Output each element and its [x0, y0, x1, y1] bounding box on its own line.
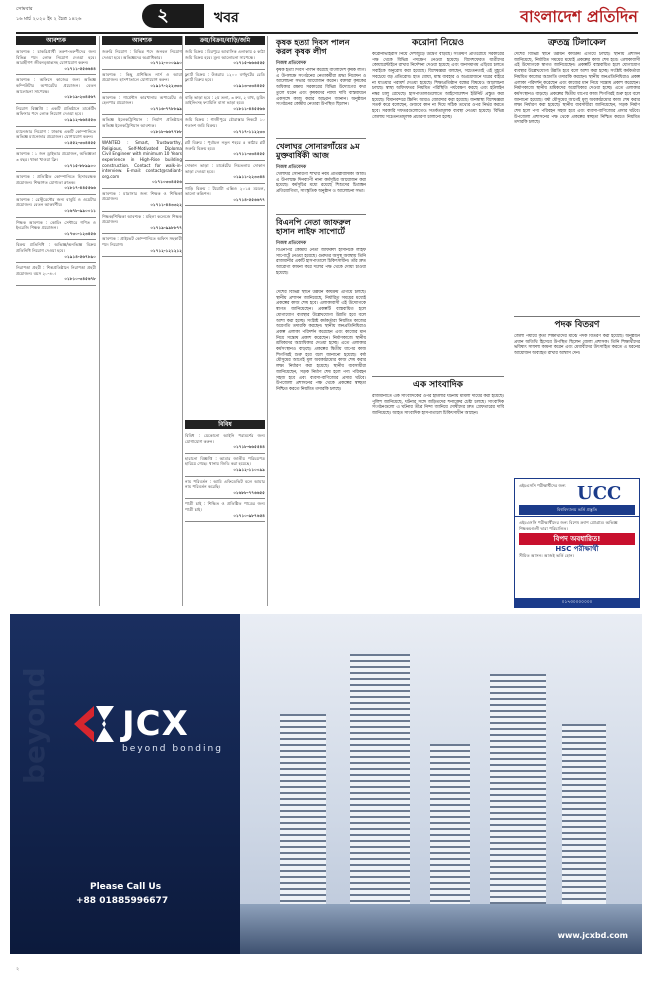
classified-ad-phone[interactable]: ০১৭১৫-৬৬৬৫৫৫	[233, 60, 265, 66]
jcx-building-render	[240, 614, 642, 954]
article-headline[interactable]: করোনা নিয়েও	[411, 38, 465, 48]
ucc-alert: বিপদ অবধারিত!	[519, 533, 635, 545]
classified-ad-text: পাত্রী চাই : শিক্ষিত ও প্রতিষ্ঠিত পাত্রের জন্য পাত্রী চাই।	[185, 501, 265, 512]
classifieds-column-3	[185, 36, 265, 416]
classified-ad	[16, 263, 96, 286]
article-body: রাজধানীতে এক সাংবাদিকের ওপর হামলার ঘটনায় মামলা দায়ের করা হয়েছে। পুলিশ জানিয়েছে, ঘটনার সঙ্গে জড়িতদের শনাক্তের চেষ্টা চলছে। সাংবাদিক সংগঠনগুলো এ ঘটনার তীব্র নিন্দা জানিয়ে দোষীদের দ্রুত গ্রেফতারের দাবি জানিয়েছে। আহত সাংবাদিক হাসপাতালে চিকিৎসাধীন আছেন।	[372, 394, 504, 417]
classified-ad-phone[interactable]: ০১৫৫২-৩৩৪৪৫৫	[64, 139, 96, 145]
classified-ad-phone[interactable]: ০১৮১৮-৬৬৭৭৮৮	[150, 128, 182, 134]
classified-ad-phone[interactable]: ০১৭১৫-৮৮৯৯০০	[64, 162, 96, 168]
classified-ad-phone[interactable]: ০১৭১৮-৬৬৫৫৪৪	[233, 444, 265, 450]
classified-ad	[16, 47, 96, 75]
classified-ad	[185, 138, 265, 161]
article-body: কৃষক হত্যা দিবস পালন করেছে বাংলাদেশ কৃষক লীগ। এ উপলক্ষে সংগঠনের নেতাকর্মীরা শ্রদ্ধা নিবেদন ও আলোচনা সভার আয়োজন করেন। বক্তারা কৃষকের অধিকার রক্ষায় সরকারের বিভিন্ন উদ্যোগের কথা তুলে ধরেন এবং কৃষকদের ন্যায্য দাবি বাস্তবায়নে একসঙ্গে কাজ করার আহ্বান জানান। অনুষ্ঠানে সংগঠনের কেন্দ্রীয় নেতারা উপস্থিত ছিলেন।	[276, 68, 366, 108]
page-number: ২	[157, 5, 169, 26]
classified-ad-text: আবশ্যক : রেস্টুরেন্টের জন্য বাবুর্চি ও ওয়েটার প্রয়োজন। বেতন আকর্ষণীয়।	[16, 196, 96, 208]
classified-ad	[185, 93, 265, 116]
classified-ad	[16, 218, 96, 241]
jcx-advertisement[interactable]	[10, 614, 642, 954]
classified-ad	[102, 93, 182, 116]
jcx-brand-name: JCX	[122, 704, 189, 744]
classifieds-heading: ক্রয়/বিক্রয়/বাড়ি/জমি	[185, 36, 265, 45]
article-body: খেলাঘর সোনারগাঁ শাখার নবম প্রতিষ্ঠাবার্ষিকী আজ। এ উপলক্ষে দিনব্যাপী নানা কর্মসূচির আয়োজন করা হয়েছে। কর্মসূচির মধ্যে রয়েছে শিশুদের চিত্রাঙ্কন প্রতিযোগিতা, সাংস্কৃতিক অনুষ্ঠান ও আলোচনা সভা।	[276, 172, 366, 195]
classified-ad-phone[interactable]: ০১৮১০-৩৪৫৬৭৮	[64, 276, 96, 282]
classified-ad	[102, 47, 182, 70]
article-body: করোনাভাইরাস নিয়ে দেশজুড়ে উদ্বেগ বাড়ছে। সংক্রমণ প্রতিরোধে সরকারের পক্ষ থেকে বিভিন্ন পদক্ষেপ নেওয়া হয়েছে। বিদেশফেরত যাত্রীদের কোয়ারেন্টাইনে রাখার নির্দেশনা দেওয়া হয়েছে এবং জনসমাগম এড়িয়ে চলতে সবাইকে অনুরোধ করা হয়েছে। বিশেষজ্ঞরা বলছেন, সচেতনতাই এই মুহূর্তে সবচেয়ে বড় প্রতিরোধ। হাত ধোয়া, মাস্ক ব্যবহার ও অপ্রয়োজনে ঘরের বাইরে না যাওয়ার পরামর্শ দেওয়া হয়েছে। শিক্ষাপ্রতিষ্ঠান বন্ধের বিষয়েও আলোচনা চলছে। স্বাস্থ্য অধিদফতর নিয়মিত পরিস্থিতি পর্যবেক্ষণ করছে এবং হটলাইন নম্বর চালু রেখেছে। হাসপাতালগুলোতে আইসোলেশন ইউনিট প্রস্তুত করা হয়েছে। বিমানবন্দরে স্ক্রিনিং আরও জোরদার করা হয়েছে। জনস্বাস্থ্য বিশেষজ্ঞরা সতর্ক করে বলেছেন, গুজবে কান না দিয়ে সঠিক তথ্যের ওপর নির্ভর করতে হবে। সরকারি দফতরগুলোতেও সতর্কতামূলক ব্যবস্থা নেওয়া হয়েছে। বিভিন্ন জেলায় সচেতনতামূলক প্রচারণা চালানো হচ্ছে।	[372, 52, 504, 120]
building-illustration	[430, 744, 470, 914]
classified-ad	[185, 47, 265, 70]
classified-ad-phone[interactable]: ০১৯১২-১১০০৯৯	[233, 466, 265, 472]
classified-ad	[16, 127, 96, 150]
classified-ad-phone[interactable]: ০১৮১১-৪৪৫৫৬৬	[233, 105, 265, 111]
classifieds-heading: বিবিধ	[185, 420, 265, 429]
classifieds-list	[102, 47, 182, 257]
column-divider	[99, 36, 100, 606]
classified-ad	[185, 477, 265, 500]
article-body: জেলা পর্যায়ে কৃতী শিক্ষার্থীদের মাঝে পদক বিতরণ করা হয়েছে। অনুষ্ঠানে প্রধান অতিথি হিসেবে উপস্থিত ছিলেন জেলা প্রশাসক। তিনি শিক্ষার্থীদের ভবিষ্যৎ সাফল্য কামনা করেন এবং মেধাবীদের উৎসাহিত করতে এ ধরনের আয়োজন অব্যাহত রাখার আশ্বাস দেন।	[514, 334, 640, 357]
classified-ad-text: আবশ্যক : প্রতিষ্ঠিত কোম্পানিতে হিসাবরক্ষক প্রয়োজন। শিক্ষাগত যোগ্যতা স্নাতক।	[16, 174, 96, 185]
classified-ad-text: জমি বিক্রয় : গাজীপুরে চৌরাস্তার নিকটে ১০ শতাংশ জমি বিক্রয়।	[185, 117, 265, 128]
article-divider	[514, 316, 640, 317]
classified-ad	[16, 149, 96, 172]
classifieds-column-4	[185, 420, 265, 608]
jcx-phone[interactable]: +88 01885996677	[76, 896, 169, 906]
classified-ad	[185, 184, 265, 207]
classified-ad-text: গাড়ি বিক্রয় : টয়োটা এক্সিও ২০১৫ মডেল, ভালো কন্ডিশন।	[185, 185, 265, 197]
article-body: দেশের বিভিন্ন স্থানে উন্নয়ন কার্যক্রম এগিয়ে চলছে। স্থানীয় প্রশাসন জানিয়েছে, নির্ধারিত সময়ের মধ্যেই প্রকল্পের কাজ শেষ হবে। এলাকাবাসী এই উদ্যোগকে স্বাগত জানিয়েছেন। প্রকল্পটি বাস্তবায়িত হলে যোগাযোগ ব্যবস্থার উল্লেখযোগ্য উন্নতি হবে বলে আশা করা হচ্ছে। সংশ্লিষ্ট কর্মকর্তারা নিয়মিত কাজের অগ্রগতি তদারকি করছেন। স্থানীয় জনপ্রতিনিধিরাও প্রকল্প এলাকা পরিদর্শন করেছেন এবং কাজের মান নিয়ে সন্তোষ প্রকাশ করেছেন। নির্মাণকাজে স্থানীয় শ্রমিকদের অগ্রাধিকার দেওয়া হচ্ছে। এতে এলাকার কর্মসংস্থানও বাড়ছে। প্রকল্পের দ্বিতীয় ধাপের কাজ শিগগিরই শুরু হবে বলে জানানো হয়েছে। বর্ষা মৌসুমের আগেই মূল অবকাঠামোর কাজ শেষ করার লক্ষ্য নির্ধারণ করা হয়েছে। স্থানীয় ব্যবসায়ীরা জানিয়েছেন, সড়ক নির্মাণ শেষ হলে পণ্য পরিবহন সহজ হবে এবং ব্যবসা-বাণিজ্যের প্রসার ঘটবে। উপজেলা প্রশাসনের পক্ষ থেকে প্রকল্পের স্বচ্ছতা নিশ্চিত করতে নিয়মিত তদারকি চলছে।	[514, 52, 640, 126]
classified-ad	[102, 115, 182, 138]
classified-ad-text: হারানো বিজ্ঞপ্তি : আমার জাতীয় পরিচয়পত্র হারিয়ে গেছে। থানায় জিডি করা হয়েছে।	[185, 455, 265, 467]
classified-ad-text: আবশ্যক : মাদ্রাসার জন্য শিক্ষক ও শিক্ষিকা প্রয়োজন।	[102, 190, 182, 202]
jcx-website[interactable]: www.jcxbd.com	[557, 931, 628, 940]
classified-ad-text: শিক্ষক আবশ্যক : কোচিং সেন্টারে গণিত ও ইংরেজি শিক্ষক প্রয়োজন।	[16, 219, 96, 231]
header-day: সোমবার	[16, 6, 33, 12]
classified-ad-text: আবশ্যক : অফিসে কাজের জন্য অভিজ্ঞ কম্পিউটার অপারেটর প্রয়োজন। বেতন আলোচনা সাপেক্ষে।	[16, 77, 96, 94]
jcx-logo-mark-icon	[72, 702, 116, 744]
header-date: ১৬ মার্চ ২০২০ ইং ২ চৈত্র ১৪২৬	[16, 16, 82, 22]
article-headline[interactable]: পদক বিতরণ	[554, 320, 600, 330]
ucc-phone[interactable]: ০১৭৩০০০০০০০	[515, 598, 639, 607]
classified-ad	[16, 195, 96, 218]
ucc-logo: UCC	[577, 483, 622, 504]
classified-ad-phone[interactable]: ০১৭১২-১২১২১২	[150, 247, 182, 253]
classified-ad-phone[interactable]: ০১৯১৩-৩৩৪৪৫৫	[233, 82, 265, 88]
classified-ad	[102, 138, 182, 189]
classified-ad	[102, 189, 182, 212]
classified-ad-phone[interactable]: ০১৯১৪-৫৬৭৮৯০	[64, 253, 96, 259]
classified-ad-text: জমি বিক্রয় : মিরপুরে আবাসিক এলাকায় ৫ কাঠা জমি বিক্রয় হবে। মূল্য আলোচনা সাপেক্ষে।	[185, 49, 265, 60]
classified-ad	[16, 104, 96, 127]
article-byline: নিজস্ব প্রতিবেদক	[276, 241, 307, 246]
classified-ad	[16, 240, 96, 263]
building-illustration	[350, 654, 410, 914]
classified-ad-text: নিরাপত্তা প্রহরী : শিল্পপ্রতিষ্ঠানে নিরাপত্তা প্রহরী প্রয়োজন। বয়স ২০-৪০।	[16, 265, 96, 276]
classified-ad-text: বাড়ি ভাড়া হবে : ২য় তলা, ৩ রুম, ২ বাথ, ড্রয়িং ডাইনিংসহ ফ্যামিলি বাসা ভাড়া হবে।	[185, 94, 265, 106]
classified-ad-text: শিক্ষক/শিক্ষিকা আবশ্যক : মহিলা কলেজে শিক্ষক প্রয়োজন।	[102, 213, 182, 225]
classified-ad-phone[interactable]: ০১৭৩০-১২৩৪৫৬	[64, 230, 96, 236]
ucc-top-line: এইচএসসি পরীক্ষার্থীদের জন্য	[519, 483, 566, 488]
classified-ad-phone[interactable]: ০১৭১৯-৯৯৮৮৭৭	[150, 224, 182, 230]
classified-ad-text: ফ্ল্যাট বিক্রয় : উত্তরায় ১২০০ বর্গফুটের রেডি ফ্ল্যাট বিক্রয় হবে।	[185, 71, 265, 83]
article-headline[interactable]: বিএনপি নেতা জাফরুল হাসান লাইফ সাপোর্টে	[276, 217, 351, 237]
ucc-body-text: এইচএসসি পরীক্ষার্থীদের জন্য বিশেষ ক্র্যাশ প্রোগ্রাম। অভিজ্ঞ শিক্ষকমণ্ডলী দ্বারা পরিচালিত।	[519, 520, 618, 531]
classified-ad-phone[interactable]: ০১৬৭৮-৯৯০০১১	[64, 208, 96, 214]
building-illustration	[490, 674, 546, 914]
page-header	[0, 0, 650, 34]
classifieds-list	[185, 431, 265, 522]
header-divider	[16, 32, 638, 34]
classified-ad-phone[interactable]: ০১৭১২-০০০৯৯০	[150, 60, 182, 66]
classified-ad-text: আবশ্যক : ১ জন ড্রাইভার প্রয়োজন, অভিজ্ঞতা ৩ বছর। থাকা খাওয়া ফ্রি।	[16, 151, 96, 162]
classified-ad-text: আবশ্যক : চাকরিপ্রার্থী তরুণ-তরুণীদের জন্য বিভিন্ন পদে লোক নিয়োগ দেওয়া হবে। আগ্রহীগণ জীবনবৃত্তান্তসহ যোগাযোগ করুন।	[16, 49, 96, 66]
classified-ad-text: প্লট বিক্রয় : পূর্বাচল নতুন শহরে ৫ কাঠার প্লট জরুরি বিক্রয় হবে।	[185, 140, 265, 151]
article-headline[interactable]: এক সাংবাদিক	[413, 380, 463, 390]
article-divider	[276, 138, 366, 139]
classified-ad-phone[interactable]: ০১৭১৭-১১২২৩৩	[233, 128, 265, 134]
jcx-tagline: beyond bonding	[122, 744, 223, 754]
classified-ad	[102, 234, 182, 257]
classified-ad	[185, 70, 265, 93]
classified-ad	[16, 75, 96, 103]
footer-page-label: ২	[16, 966, 20, 972]
article-headline[interactable]: ত্রুতন্ত্র টিলাকেল	[547, 38, 607, 48]
classified-ad	[102, 212, 182, 235]
ucc-note: সীমিত আসন। আজই ভর্তি হোন।	[519, 552, 574, 558]
article-divider	[372, 376, 504, 377]
classifieds-heading: আবশ্যক	[102, 36, 182, 45]
classified-ad-phone[interactable]: ০১৬৮৮-৭৭৬৬৫৫	[233, 489, 265, 495]
ucc-body	[515, 517, 639, 561]
classified-ad-phone[interactable]: ০১৭১০৩৩৪৫৫৬	[152, 179, 182, 185]
classified-ad	[185, 161, 265, 184]
logo-text: বাংলাদেশ প্রতিদিন	[520, 7, 638, 26]
classified-ad-text: ম্যানেজার নিয়োগ : ঢাকাস্থ একটি কোম্পানিতে অভিজ্ঞ ম্যানেজার প্রয়োজন। যোগাযোগ করুন।	[16, 128, 96, 140]
classified-ad-text: নাম পরিবর্তন : আমি এফিডেভিট বলে আমার নাম পরিবর্তন করেছি।	[185, 478, 265, 490]
building-illustration	[280, 714, 326, 914]
classified-ad-phone[interactable]: ০১৭১৪-৫৫৬৬৭৭	[233, 196, 265, 202]
classified-ad-phone[interactable]: ০১৮১৯-২৩৪৫৬৭	[64, 94, 96, 100]
column-divider	[182, 36, 183, 606]
classified-ad-phone[interactable]: ০১৮১৭-৪৪৫৫৬৬	[64, 185, 96, 191]
classified-ad	[185, 115, 265, 138]
classified-ad-phone[interactable]: ০১৭১০-৯৮৭৬৫৪	[233, 512, 265, 518]
classified-ad-phone[interactable]: ০১৭১১-৪৪৩৩২২	[150, 202, 182, 208]
ucc-advertisement[interactable]	[514, 478, 640, 608]
classified-ad	[102, 70, 182, 93]
classifieds-list	[16, 47, 96, 286]
article-byline: নিজস্ব প্রতিবেদক	[276, 61, 307, 66]
classified-ad-text: দোকান ভাড়া : মার্কেটের নিচতলায় দোকান ভাড়া দেওয়া হবে।	[185, 162, 265, 174]
classified-ad-phone[interactable]: ০১৭১৬-৭৭৮৮৯৯	[150, 105, 182, 111]
classified-ad-phone[interactable]: ০১৯১২-৬৬৪৫৫৩	[64, 116, 96, 122]
article-body: বিএনপির কেন্দ্রীয় নেতা জাফরুল হাসানকে লাইফ সাপোর্টে নেওয়া হয়েছে। গুরুতর অসুস্থ অবস্থায় তিনি রাজধানীর একটি হাসপাতালে চিকিৎসাধীন। তাঁর দ্রুত আরোগ্য কামনা করে দলের পক্ষ থেকে দোয়া চাওয়া হয়েছে।	[276, 248, 366, 276]
classified-ad-phone[interactable]: ০১৭১১-৫৫৬৬৪৪	[64, 65, 96, 71]
classified-ad-text: অভিজ্ঞ ইলেকট্রিশিয়ান : নির্মাণ প্রতিষ্ঠানে অভিজ্ঞ ইলেকট্রিশিয়ান আবশ্যক।	[102, 117, 182, 128]
classified-ad-text: আবশ্যক : গার্মেন্টস কারখানায় অপারেটর ও হেলপার প্রয়োজন।	[102, 94, 182, 106]
ucc-banner: বিশ্ববিদ্যালয় ভর্তি প্রস্তুতি	[519, 505, 635, 515]
classifieds-heading: আবশ্যক	[16, 36, 96, 45]
classifieds-column-2	[102, 36, 182, 608]
section-title: খবর	[214, 10, 239, 26]
classifieds-list	[185, 47, 265, 206]
article-body-continued: দেশের বিভিন্ন স্থানে উন্নয়ন কার্যক্রম এগিয়ে চলছে। স্থানীয় প্রশাসন জানিয়েছে, নির্ধারিত সময়ের মধ্যেই প্রকল্পের কাজ শেষ হবে। এলাকাবাসী এই উদ্যোগকে স্বাগত জানিয়েছেন। প্রকল্পটি বাস্তবায়িত হলে যোগাযোগ ব্যবস্থার উল্লেখযোগ্য উন্নতি হবে বলে আশা করা হচ্ছে। সংশ্লিষ্ট কর্মকর্তারা নিয়মিত কাজের অগ্রগতি তদারকি করছেন। স্থানীয় জনপ্রতিনিধিরাও প্রকল্প এলাকা পরিদর্শন করেছেন এবং কাজের মান নিয়ে সন্তোষ প্রকাশ করেছেন। নির্মাণকাজে স্থানীয় শ্রমিকদের অগ্রাধিকার দেওয়া হচ্ছে। এতে এলাকার কর্মসংস্থানও বাড়ছে। প্রকল্পের দ্বিতীয় ধাপের কাজ শিগগিরই শুরু হবে বলে জানানো হয়েছে। বর্ষা মৌসুমের আগেই মূল অবকাঠামোর কাজ শেষ করার লক্ষ্য নির্ধারণ করা হয়েছে। স্থানীয় ব্যবসায়ীরা জানিয়েছেন, সড়ক নির্মাণ শেষ হলে পণ্য পরিবহন সহজ হবে এবং ব্যবসা-বাণিজ্যের প্রসার ঘটবে। উপজেলা প্রশাসনের পক্ষ থেকে প্রকল্পের স্বচ্ছতা নিশ্চিত করতে নিয়মিত তদারকি চলছে।	[276, 290, 366, 392]
article-divider	[276, 214, 366, 215]
newspaper-logo[interactable]	[498, 4, 638, 32]
classified-ad-text: আবশ্যক : প্রাইভেট কোম্পানিতে অফিস সহকারী পদে নিয়োগ।	[102, 236, 182, 248]
classified-ad-text: আবশ্যক : কিছু প্রশিক্ষিত নার্স ও আয়া প্রয়োজন। হাসপাতালে যোগাযোগ করুন।	[102, 71, 182, 83]
classified-ad	[185, 431, 265, 454]
classified-ad-phone[interactable]: ০১৭১১-৩৩৪৪৫৫	[233, 151, 265, 157]
building-illustration	[562, 724, 606, 914]
article-headline[interactable]: খেলাঘর সোনারগাঁয়ের ৯ম মুক্তবার্ষিকী আজ	[276, 141, 360, 161]
article-headline[interactable]: কৃষক হত্যা দিবস পালন করল কৃষক লীগ	[276, 37, 350, 57]
jcx-watermark: beyond	[18, 667, 51, 784]
classified-ad-text: নিয়োগ বিজ্ঞপ্তি : একটি প্রতিষ্ঠানে মার্কেটিং অফিসার পদে লোক নিয়োগ দেওয়া হবে।	[16, 105, 96, 117]
classified-ad	[16, 172, 96, 195]
classified-ad-text: জরুরি নিয়োগ : বিভিন্ন পদে জনবল নিয়োগ দেওয়া হবে। অভিজ্ঞদের অগ্রাধিকার।	[102, 49, 182, 60]
jcx-brand-panel	[10, 614, 240, 954]
street-illustration	[240, 904, 642, 954]
classified-ad	[185, 454, 265, 477]
classified-ad-phone[interactable]: ০১৯১৭-২২২৩৩৩	[150, 82, 182, 88]
jcx-call-label: Please Call Us	[90, 882, 162, 892]
classified-ad-text: বিবিধ : যেকোনো আইনি পরামর্শের জন্য যোগাযোগ করুন।	[185, 433, 265, 444]
classified-ad-text: বিক্রয় প্রতিনিধি : অভিজ্ঞ/অনভিজ্ঞ বিক্রয় প্রতিনিধি নিয়োগ দেওয়া হবে।	[16, 242, 96, 254]
column-divider	[267, 36, 268, 606]
classifieds-column-1	[16, 36, 96, 608]
classified-ad	[185, 499, 265, 522]
article-byline: নিজস্ব প্রতিবেদক	[276, 165, 307, 170]
ucc-header	[515, 479, 639, 517]
classified-ad-text: WANTED : Smart, Trustworthy, Religious, Self-Motivated Diploma Civil Engineer with minimum 10 Years experience in High-Rise building construction. Contact for walk-in-interview. E-mail: contact@radiant-org.com	[102, 140, 182, 179]
classified-ad-phone[interactable]: ০১৯১১-২২৩৩৪৪	[233, 174, 265, 180]
ucc-hsc-title: HSC পরীক্ষার্থী	[555, 545, 599, 554]
